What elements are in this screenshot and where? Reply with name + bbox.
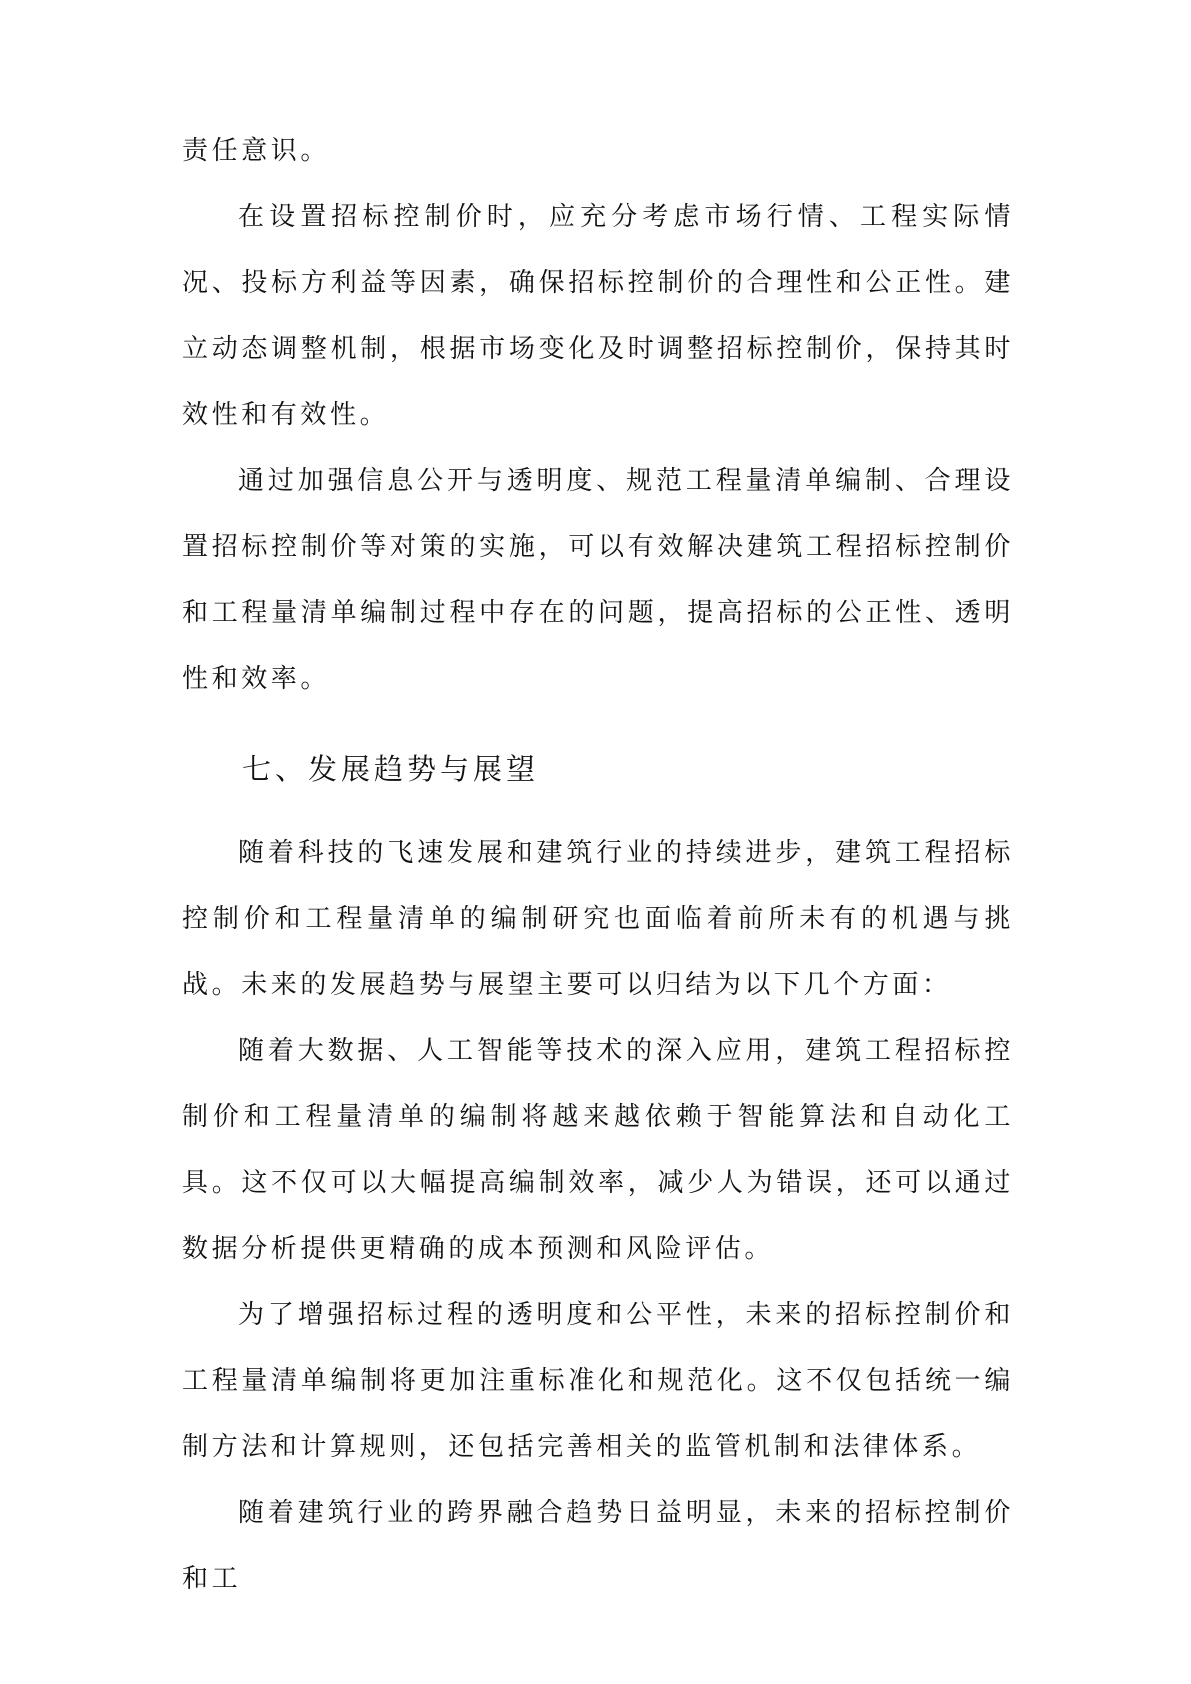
paragraph-cross-industry: 随着建筑行业的跨界融合趋势日益明显，未来的招标控制价和工: [182, 1498, 1014, 1594]
section-heading: 七、发展趋势与展望: [242, 752, 540, 786]
document-body: [182, 118, 1014, 1612]
paragraph-intelligent-tools: 随着大数据、人工智能等技术的深入应用，建筑工程招标控制价和工程量清单的编制将越来越依赖于智能算法和自动化工具。这不仅可以大幅提高编制效率，减少人为错误，还可以通过数据分析提供更精确的成本预测和风险评估。: [182, 1036, 1014, 1264]
continuation-paragraph: 责任意识。: [182, 136, 331, 166]
paragraph-pricing-setup: 在设置招标控制价时，应充分考虑市场行情、工程实际情况、投标方利益等因素，确保招标控制价的合理性和公正性。建立动态调整机制，根据市场变化及时调整招标控制价，保持其时效性和有效性。: [182, 202, 1014, 430]
paragraph-summary: 通过加强信息公开与透明度、规范工程量清单编制、合理设置招标控制价等对策的实施，可以有效解决建筑工程招标控制价和工程量清单编制过程中存在的问题，提高招标的公正性、透明性和效率。: [182, 466, 1014, 694]
paragraph-standardization: 为了增强招标过程的透明度和公平性，未来的招标控制价和工程量清单编制将更加注重标准化和规范化。这不仅包括统一编制方法和计算规则，还包括完善相关的监管机制和法律体系。: [182, 1300, 1014, 1462]
paragraph-intro-trends: 随着科技的飞速发展和建筑行业的持续进步，建筑工程招标控制价和工程量清单的编制研究也面临着前所未有的机遇与挑战。未来的发展趋势与展望主要可以归结为以下几个方面：: [182, 838, 1014, 1000]
